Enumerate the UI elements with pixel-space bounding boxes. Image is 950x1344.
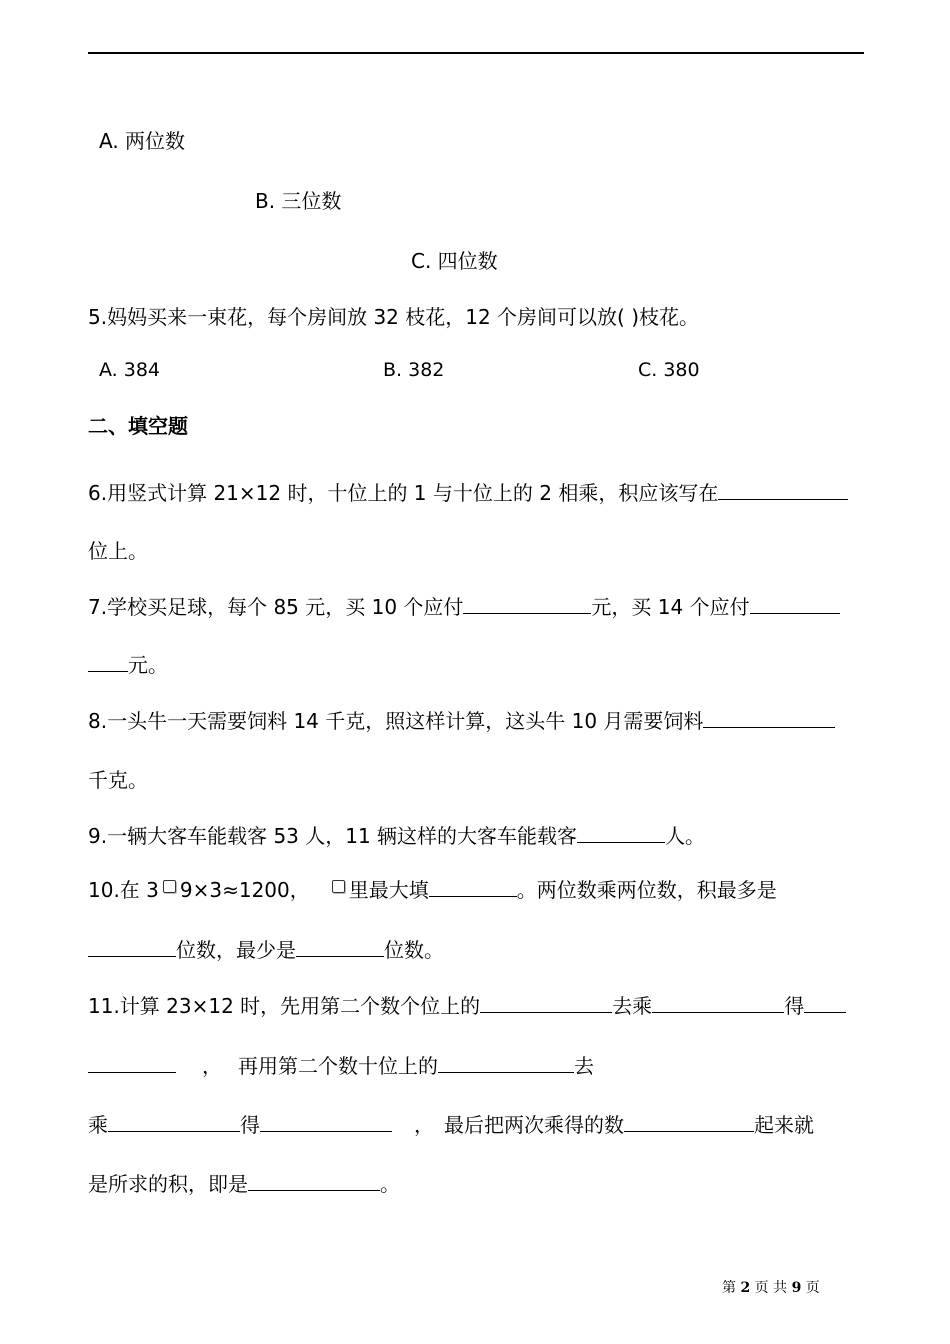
q11-blank-6[interactable]	[260, 1130, 392, 1132]
q8-line1	[88, 711, 835, 731]
q7-blank-1[interactable]	[463, 612, 591, 614]
q10-text-4: 。两位数乘两位数，积最多是	[516, 878, 777, 902]
q7-blank-2-cont[interactable]	[88, 670, 128, 672]
q9-blank[interactable]	[577, 841, 665, 843]
q11-text-9: ，	[414, 1113, 434, 1137]
q11-blank-4[interactable]	[438, 1071, 574, 1073]
q10-text-3: 里最大填	[348, 878, 429, 902]
q5-option-c[interactable]: C. 380	[638, 359, 700, 381]
footer-text-3: 页	[805, 1280, 820, 1296]
q6-blank[interactable]	[718, 498, 848, 500]
q10-line1	[88, 880, 777, 900]
q11-line1	[88, 996, 846, 1016]
q11-text-2: 去乘	[612, 994, 653, 1018]
q10-text-1: 10.在 3	[88, 878, 159, 902]
q4-option-b[interactable]: B. 三位数	[255, 189, 342, 213]
q11-text-5: 再用第二个数十位上的	[238, 1054, 438, 1078]
q4-option-c[interactable]: C. 四位数	[411, 249, 498, 273]
q11-blank-3-cont[interactable]	[88, 1071, 176, 1073]
q11-blank-5[interactable]	[108, 1130, 240, 1132]
q5-option-a[interactable]: A. 384	[99, 359, 161, 381]
q10-blank-2[interactable]	[88, 955, 176, 957]
q10-blank-3[interactable]	[296, 955, 384, 957]
q11-text-1: 11.计算 23×12 时，先用第二个数个位上的	[88, 994, 481, 1018]
q11-line4	[88, 1174, 400, 1194]
q11-line3	[88, 1115, 814, 1135]
q10-text-6: 位数。	[384, 938, 444, 962]
footer-text-1: 第	[722, 1280, 736, 1296]
q11-line2	[88, 1056, 594, 1076]
footer-text-2: 页 共	[754, 1280, 788, 1296]
q8-text: 8.一头牛一天需要饲料 14 千克，照这样计算，这头牛 10 月需要饲料	[88, 709, 704, 733]
q6-line1	[88, 483, 848, 503]
q11-text-4: ，	[202, 1054, 222, 1078]
q8-line2: 千克。	[88, 768, 148, 792]
q11-text-13: 。	[380, 1172, 400, 1196]
q9-text-1: 9.一辆大客车能载客 53 人，11 辆这样的大客车能载客	[88, 824, 578, 848]
q7-text-3: 元。	[128, 653, 168, 677]
q11-text-12: 是所求的积，即是	[88, 1172, 248, 1196]
q7-text-2: 元，买 14 个应付	[591, 595, 750, 619]
square-box-icon	[163, 880, 176, 893]
square-box-icon	[332, 880, 345, 893]
q7-text-1: 7.学校买足球，每个 85 元，买 10 个应付	[88, 595, 464, 619]
q11-text-6: 去	[574, 1054, 594, 1078]
q11-blank-8[interactable]	[248, 1189, 380, 1191]
header-rule	[88, 52, 864, 54]
q11-blank-3[interactable]	[804, 1011, 846, 1013]
q8-blank[interactable]	[703, 726, 835, 728]
q11-text-11: 起来就	[754, 1113, 814, 1137]
q9-line	[88, 826, 705, 846]
q6-text: 6.用竖式计算 21×12 时，十位上的 1 与十位上的 2 相乘，积应该写在	[88, 481, 719, 505]
q7-line1	[88, 597, 840, 617]
q11-blank-1[interactable]	[480, 1011, 612, 1013]
q10-line2	[88, 940, 444, 960]
section-title: 二、填空题	[88, 414, 188, 438]
q6-line2: 位上。	[88, 539, 148, 563]
footer-current-page: 2	[740, 1280, 751, 1296]
q11-text-7: 乘	[88, 1113, 108, 1137]
q11-text-10: 最后把两次乘得的数	[444, 1113, 624, 1137]
q7-line2	[88, 655, 168, 675]
footer-total-pages: 9	[791, 1280, 802, 1296]
q11-text-3: 得	[784, 994, 805, 1018]
q10-blank-1[interactable]	[429, 895, 517, 897]
q10-text-5: 位数，最少是	[176, 938, 296, 962]
q11-text-8: 得	[240, 1113, 260, 1137]
q4-option-a[interactable]: A. 两位数	[99, 129, 186, 153]
q7-blank-2[interactable]	[750, 612, 840, 614]
page-footer	[722, 1281, 820, 1295]
q11-blank-2[interactable]	[652, 1011, 784, 1013]
q10-text-2: 9×3≈1200，	[179, 878, 310, 902]
q5-option-b[interactable]: B. 382	[383, 359, 445, 381]
q5-question: 5.妈妈买来一束花，每个房间放 32 枝花，12 个房间可以放( )枝花。	[88, 305, 700, 329]
q9-text-2: 人。	[665, 824, 706, 848]
q11-blank-7[interactable]	[624, 1130, 754, 1132]
